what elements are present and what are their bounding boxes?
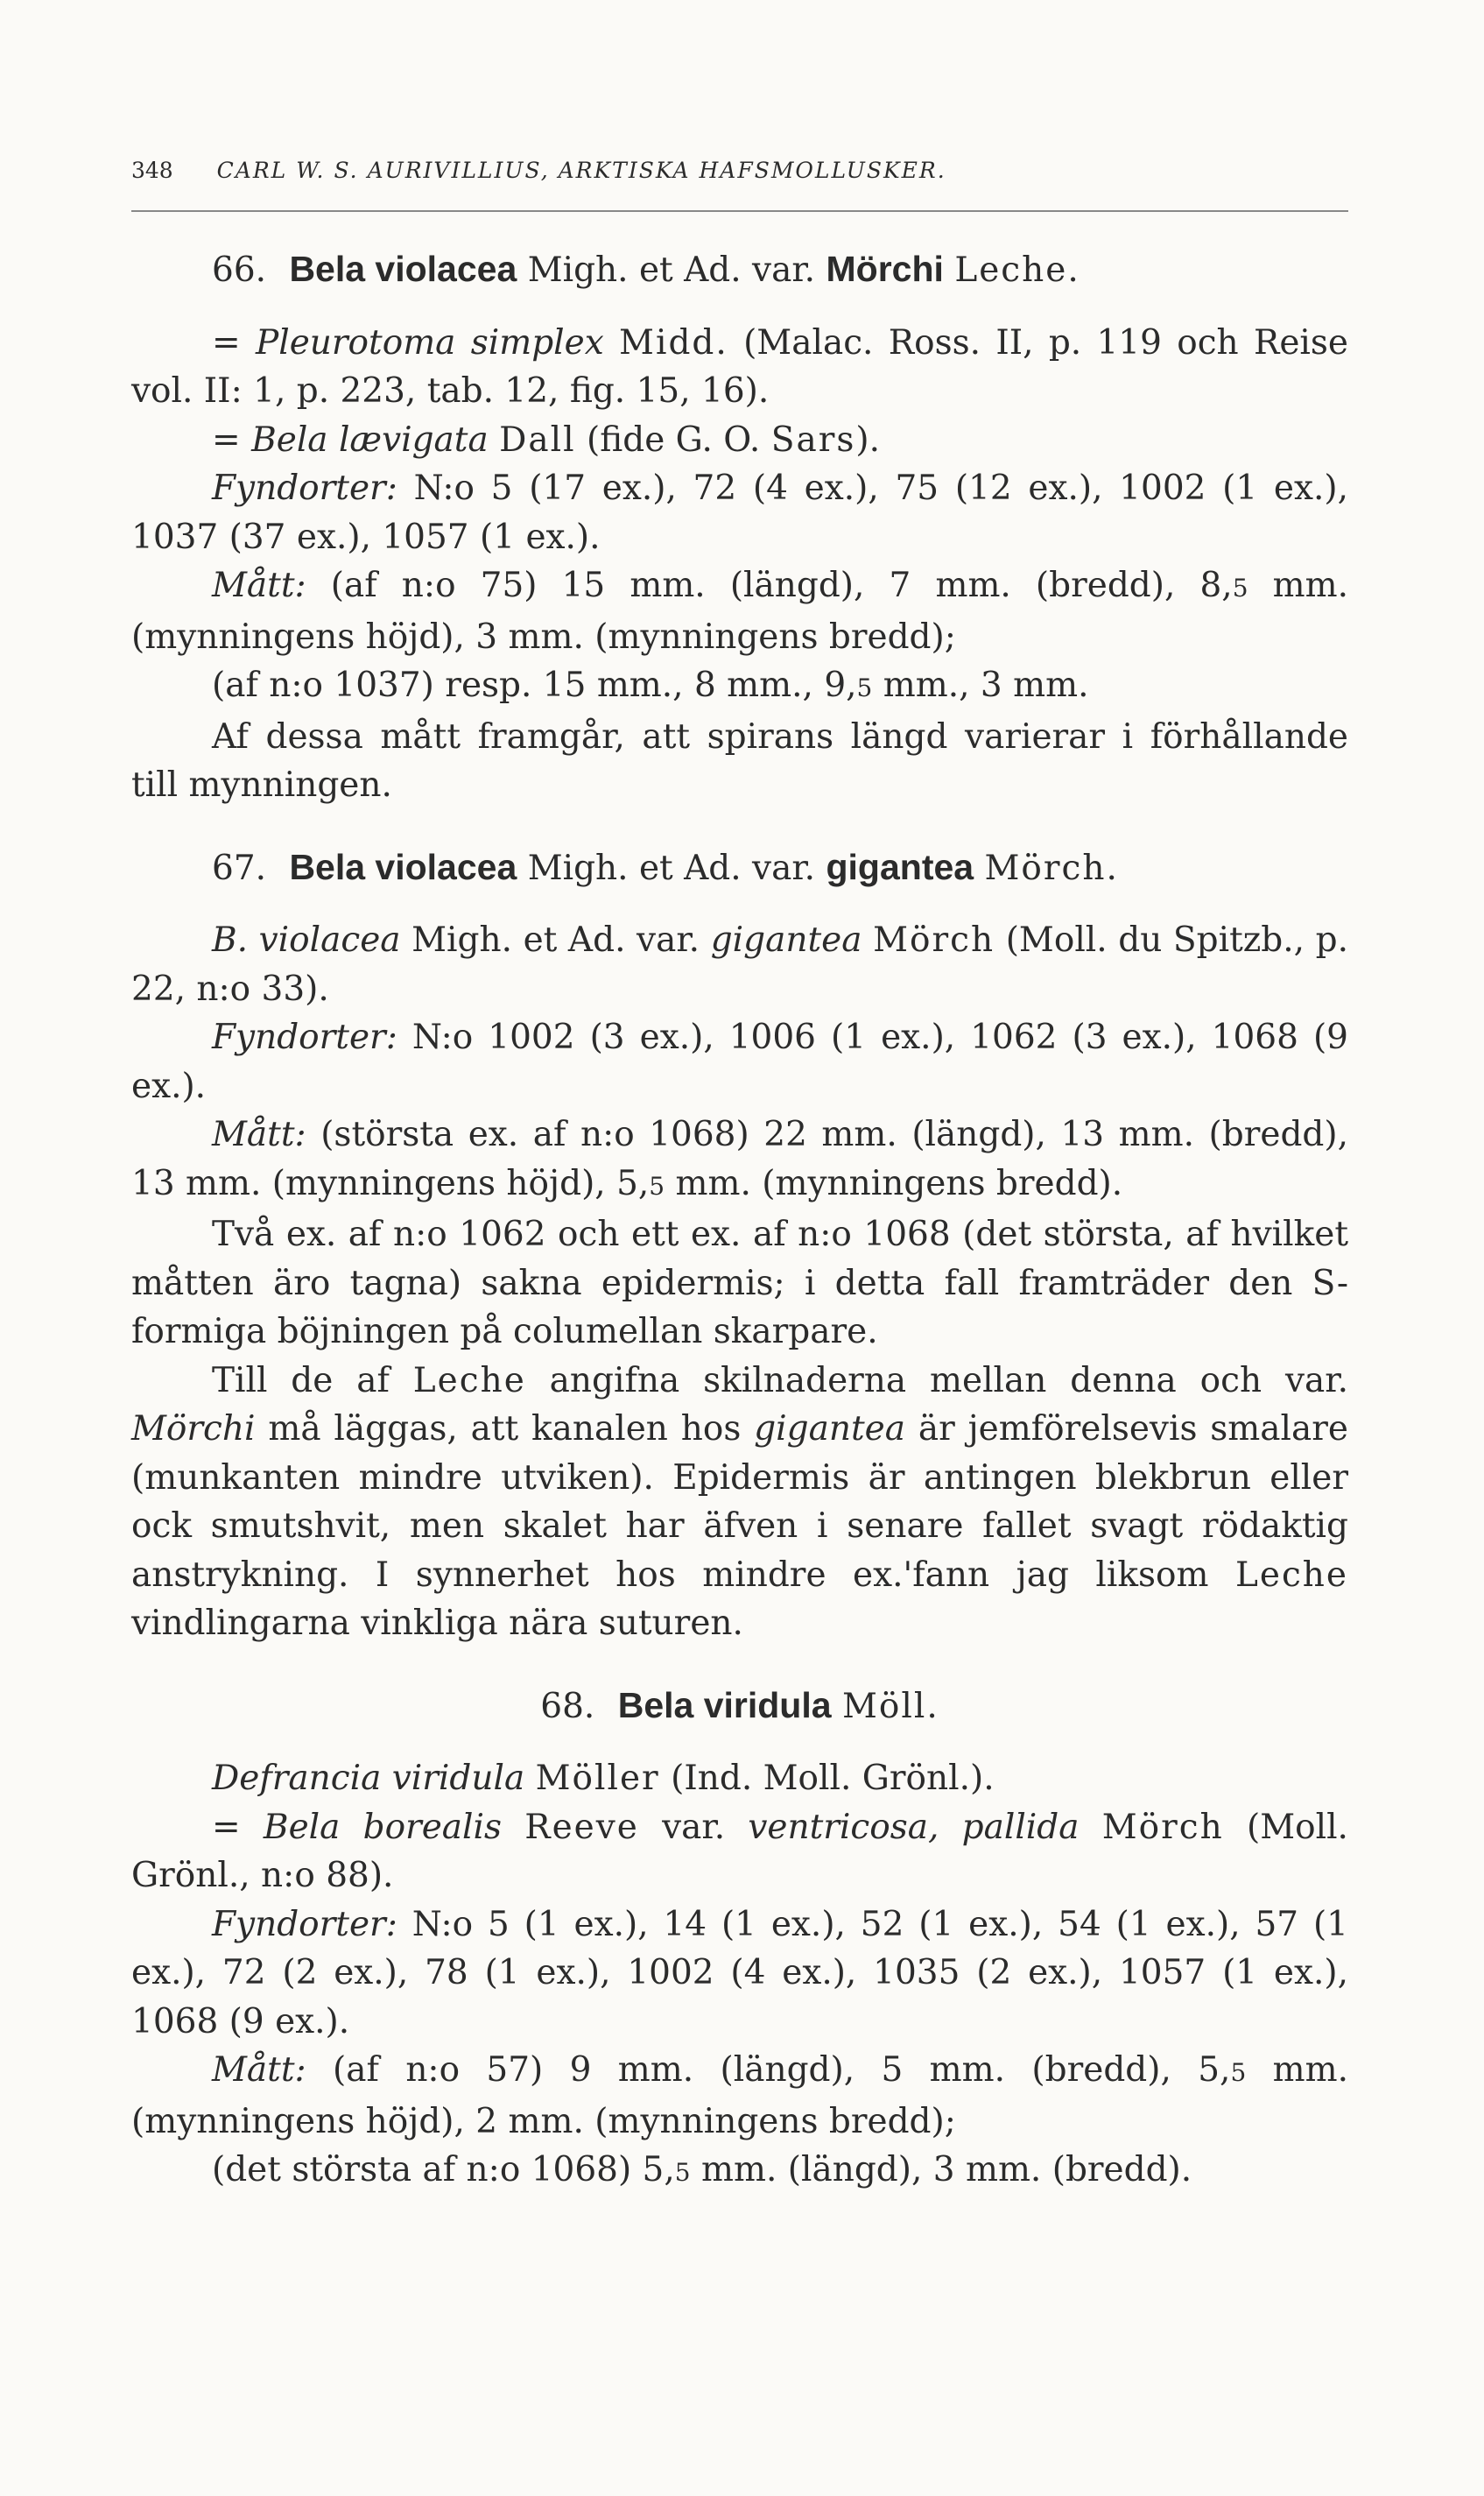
species-name: Bela violacea: [289, 846, 517, 887]
running-title: CARL W. S. AURIVILLIUS, ARKTISKA HAFSMOLLUSKER.: [216, 158, 946, 183]
measurements: Mått: (af n:o 75) 15 mm. (längd), 7 mm. (bredd), 8,5 mm. (mynningens höjd), 3 mm. (mynningens bredd);: [131, 566, 1349, 657]
species-name: Bela violacea: [289, 249, 517, 289]
note: Af dessa mått framgår, att spirans längd varierar i förhållande till mynningen.: [131, 716, 1348, 805]
variety-name: Mörchi: [826, 249, 944, 289]
variety-name: gigantea: [826, 846, 974, 887]
entry-67-heading: 67. Bela violacea Migh. et Ad. var. gigantea Mörch.: [212, 846, 1119, 888]
localities: Fyndorter: N:o 5 (17 ex.), 72 (4 ex.), 75 (12 ex.), 1002 (1 ex.), 1037 (37 ex.), 1057 (1 ex.).: [131, 469, 1348, 557]
localities: Fyndorter: N:o 5 (1 ex.), 14 (1 ex.), 52 (1 ex.), 54 (1 ex.), 57 (1 ex.), 72 (2 ex.), 78 (1 ex.), 1002 (4 ex.), 1035 (2 ex.), 1057 (1 ex.), 1068 (9 ex.).: [131, 1904, 1348, 2041]
page-number: 348: [131, 158, 173, 183]
measurements: Mått: (största ex. af n:o 1068) 22 mm. (längd), 13 mm. (bredd), 13 mm. (mynningens höjd), 5,5 mm. (mynningens bredd).: [131, 1115, 1348, 1203]
measurements-2: (af n:o 1037) resp. 15 mm., 8 mm., 9,5 mm., 3 mm.: [212, 666, 1089, 705]
measurements: Mått: (af n:o 57) 9 mm. (längd), 5 mm. (bredd), 5,5 mm. (mynningens höjd), 2 mm. (mynningens bredd);: [131, 2050, 1348, 2141]
text-body: [131, 245, 1348, 2197]
synonym-line: = Bela borealis Reeve var. ventricosa, pallida Mörch (Moll. Grönl., n:o 88).: [131, 1807, 1348, 1895]
synonym-line: = Bela lævigata Dall (fide G. O. Sars).: [212, 420, 881, 460]
header-rule: [131, 210, 1348, 212]
synonym-line: B. violacea Migh. et Ad. var. gigantea Mörch (Moll. du Spitzb., p. 22, n:o 33).: [131, 920, 1348, 1009]
paragraph: Till de af Leche angifna skilnaderna mellan denna och var. Mörchi må läggas, att kanalen hos gigantea är jemförelsevis smalare (munkanten mindre utviken). Epidermis är antingen blekbrun eller ock smutshvit, men skalet har äfven i senare fallet svagt rödaktig anstrykning. I synnerhet hos mindre ex.'fann jag liksom Leche vindlingarna vinkliga nära suturen.: [131, 1360, 1348, 1643]
localities: Fyndorter: N:o 1002 (3 ex.), 1006 (1 ex.), 1062 (3 ex.), 1068 (9 ex.).: [131, 1018, 1348, 1106]
synonym-line: Defrancia viridula Möller (Ind. Moll. Grönl.).: [212, 1759, 995, 1798]
synonym-line: = Pleurotoma simplex Midd. (Malac. Ross. II, p. 119 och Reise vol. II: 1, p. 223, tab. 12, fig. 15, 16).: [131, 322, 1348, 411]
species-name: Bela viridula: [617, 1684, 832, 1725]
running-header: [131, 158, 1348, 183]
entry-66-heading: 66. Bela violacea Migh. et Ad. var. Mörchi Leche.: [212, 249, 1080, 290]
paragraph: Två ex. af n:o 1062 och ett ex. af n:o 1068 (det största, af hvilket måtten äro tagna) sakna epidermis; i detta fall framträder den S-formiga böjningen på columellan skarpare.: [131, 1215, 1348, 1351]
measurements-2: (det största af n:o 1068) 5,5 mm. (längd), 3 mm. (bredd).: [212, 2150, 1192, 2189]
entry-68-heading: 68. Bela viridula Möll.: [540, 1684, 939, 1726]
